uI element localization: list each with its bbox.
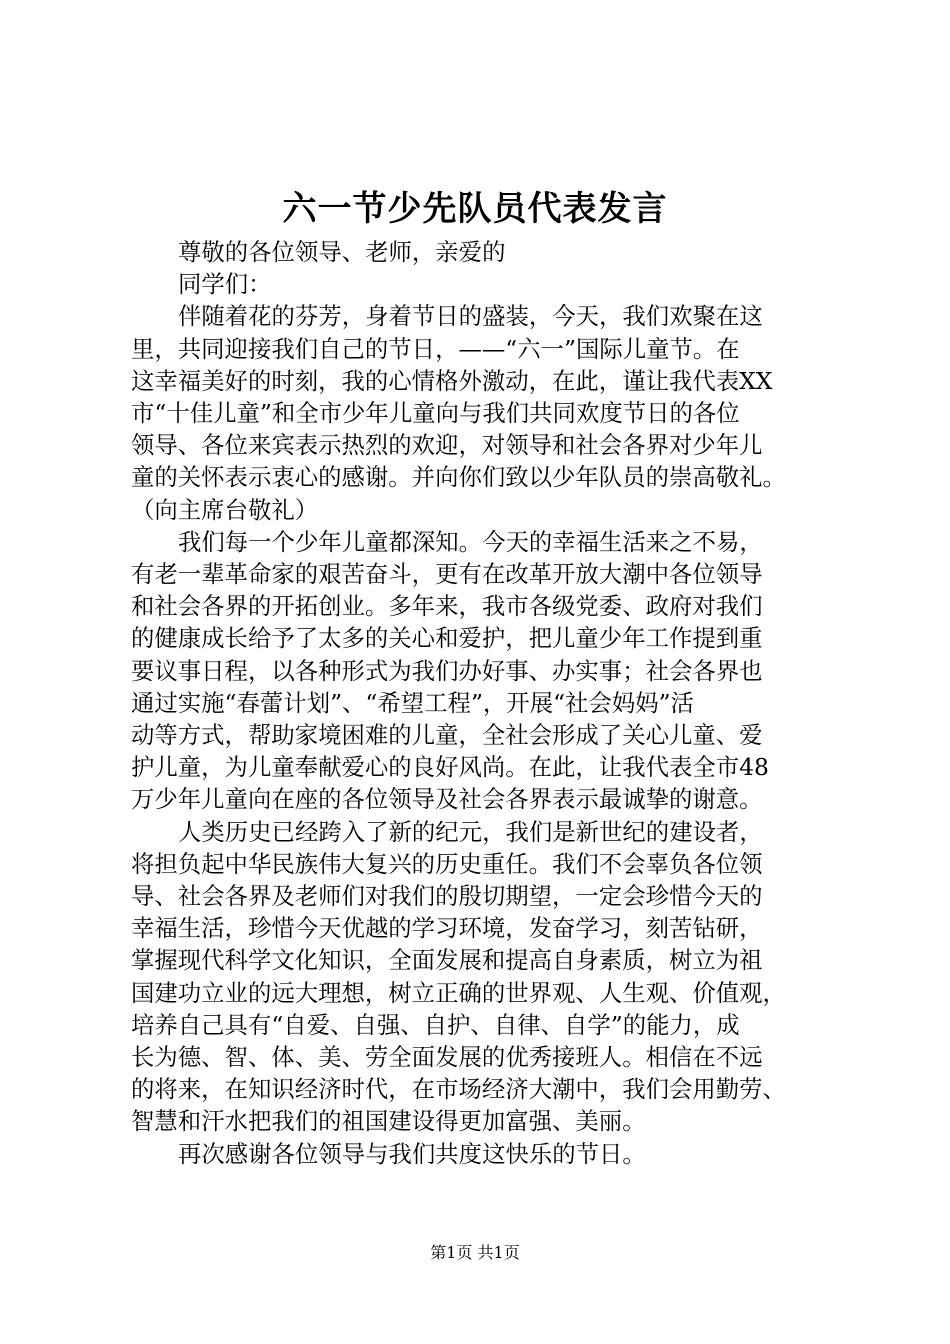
page-title: 六一节少先队员代表发言: [282, 189, 668, 229]
text-line: 伴随着花的芬芳，身着节日的盛装，今天，我们欢聚在这: [178, 302, 763, 331]
text-line: 掌握现代科学文化知识，全面发展和提高自身素质，树立为祖: [131, 946, 763, 975]
text-line: 通过实施“春蕾计划”、“希望工程”，开展“社会妈妈”活: [131, 688, 694, 717]
text-line: 的健康成长给予了太多的关心和爱护，把儿童少年工作提到重: [131, 624, 763, 653]
text-line: 同学们：: [178, 270, 272, 299]
text-line: 培养自己具有“自爱、自强、自护、自律、自学”的能力，成: [131, 1010, 740, 1039]
text-line: 幸福生活，珍惜今天优越的学习环境，发奋学习，刻苦钻研，: [131, 914, 763, 943]
text-line: 这幸福美好的时刻，我的心情格外激动，在此，谨让我代表XX: [131, 366, 773, 395]
text-line: 市“十佳儿童”和全市少年儿童向与我们共同欢度节日的各位: [131, 399, 740, 428]
text-line: 再次感谢各位领导与我们共度这快乐的节日。: [178, 1139, 646, 1168]
text-line: 导、社会各界及老师们对我们的殷切期望，一定会珍惜今天的: [131, 882, 763, 911]
text-line: 人类历史已经跨入了新的纪元，我们是新世纪的建设者，: [178, 817, 763, 846]
text-line: 和社会各界的开拓创业。多年来，我市各级党委、政府对我们: [131, 592, 763, 621]
text-line: 国建功立业的远大理想，树立正确的世界观、人生观、价值观，: [131, 978, 786, 1007]
text-line: 有老一辈革命家的艰苦奋斗，更有在改革开放大潮中各位领导: [131, 560, 763, 589]
text-line: 要议事日程，以各种形式为我们办好事、办实事；社会各界也: [131, 656, 763, 685]
text-line: 我们每一个少年儿童都深知。今天的幸福生活来之不易，: [178, 527, 763, 556]
text-line: 万少年儿童向在座的各位领导及社会各界表示最诚挚的谢意。: [131, 785, 763, 814]
text-line: 将担负起中华民族伟大复兴的历史重任。我们不会辜负各位领: [131, 849, 763, 878]
text-line: 的将来，在知识经济时代，在市场经济大潮中，我们会用勤劳、: [131, 1075, 786, 1104]
page-footer: 第1页 共1页: [430, 1243, 520, 1262]
text-line: 智慧和汗水把我们的祖国建设得更加富强、美丽。: [131, 1107, 646, 1136]
text-line: 里，共同迎接我们自己的节日，——“六一”国际儿童节。在: [131, 334, 740, 363]
speech-body: [131, 236, 853, 1170]
text-line: 长为德、智、体、美、劳全面发展的优秀接班人。相信在不远: [131, 1043, 763, 1072]
text-line: 尊敬的各位领导、老师，亲爱的: [178, 238, 506, 266]
text-line: 童的关怀表示衷心的感谢。并向你们致以少年队员的崇高敬礼。: [131, 463, 786, 492]
text-line: （向主席台敬礼）: [131, 495, 319, 524]
text-line: 领导、各位来宾表示热烈的欢迎，对领导和社会各界对少年儿: [131, 431, 763, 460]
text-line: 动等方式，帮助家境困难的儿童，全社会形成了关心儿童、爱: [131, 721, 763, 750]
text-line: 护儿童，为儿童奉献爱心的良好风尚。在此，让我代表全市48: [131, 753, 769, 782]
